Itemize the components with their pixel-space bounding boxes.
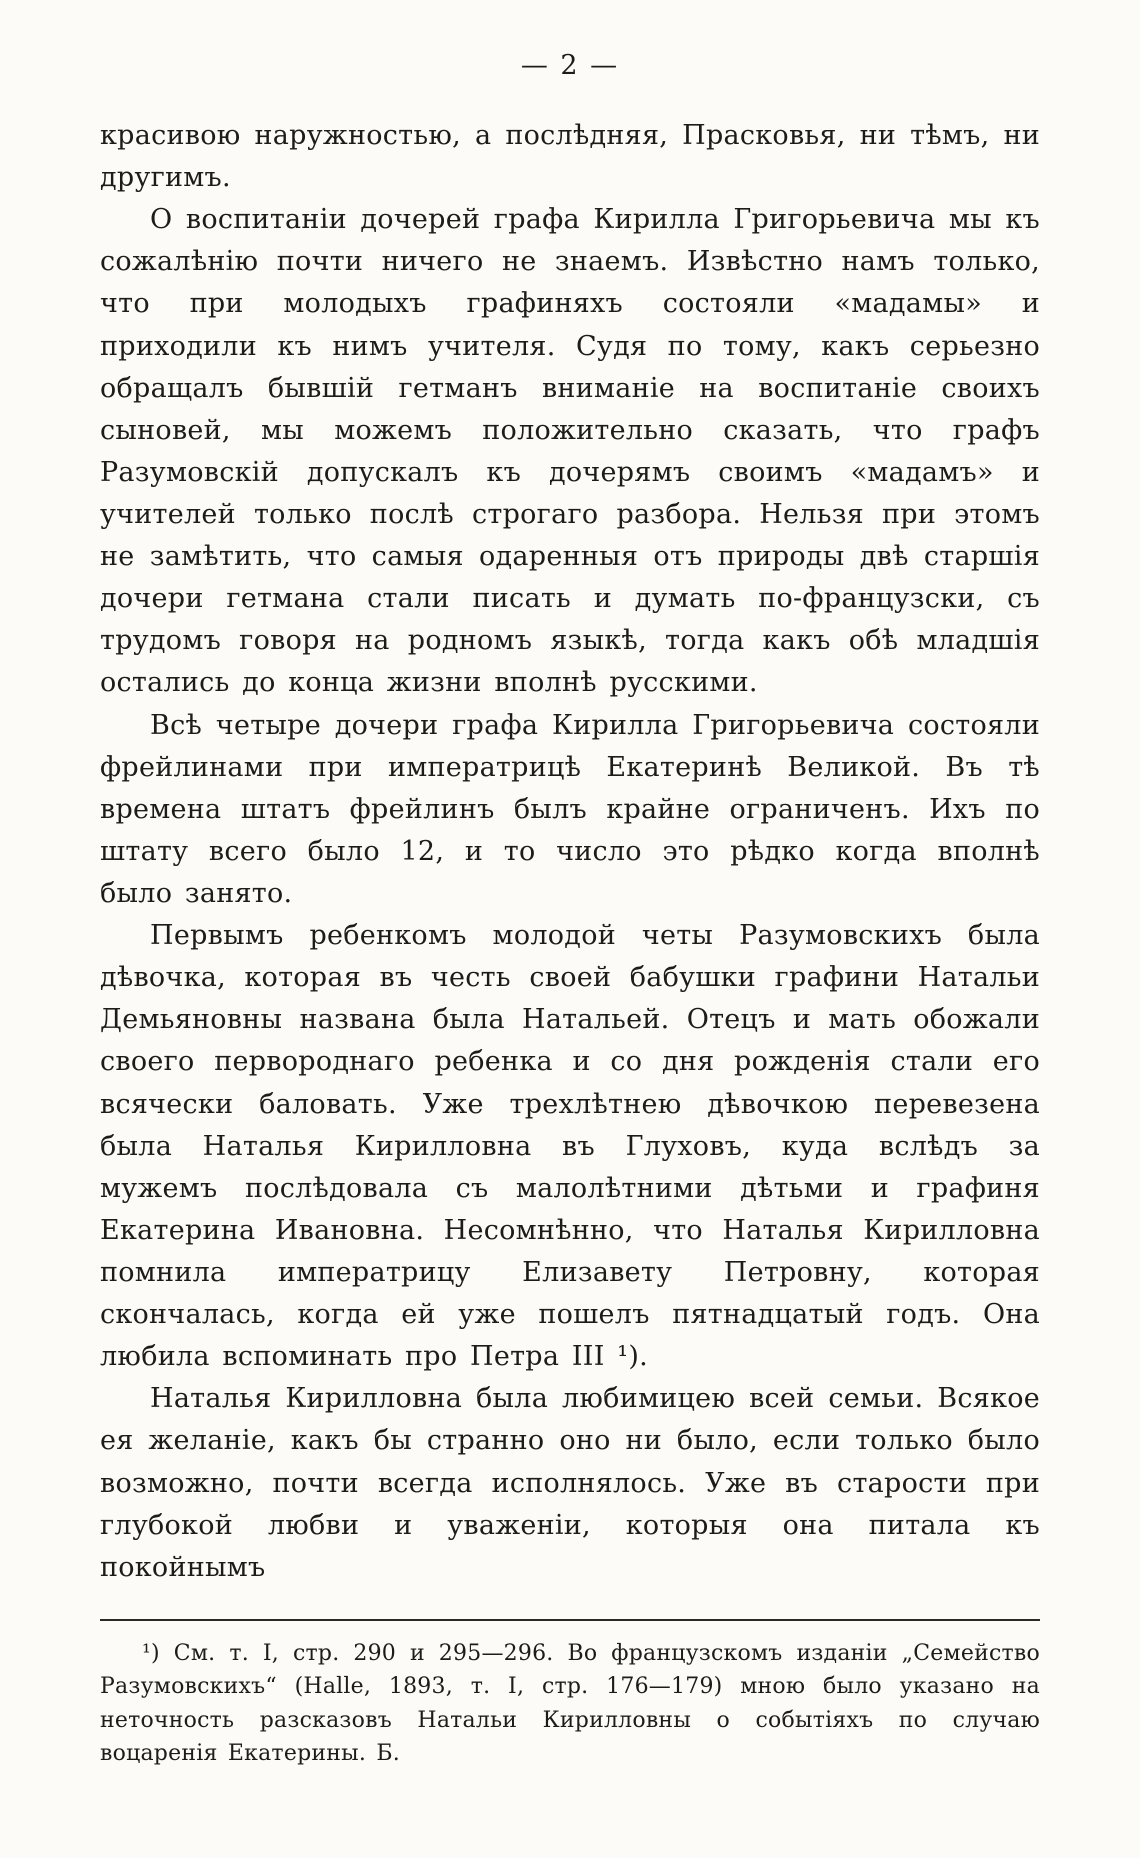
page-number: — 2 — (520, 50, 620, 81)
paragraph-continuation: красивою наружностью, а послѣдняя, Прасковья, ни тѣмъ, ни другимъ. (100, 120, 1040, 194)
paragraph: Первымъ ребенкомъ молодой четы Разумовскихъ была дѣвочка, которая въ честь своей бабушки графини Натальи Демьяновны названа была Натальей. Отецъ и мать обожали своего первороднаго ребенка и со дня рожденія стали его всячески баловать. Уже трехлѣтнею дѣвочкою перевезена была Наталья Кирилловна въ Глуховъ, куда вслѣдъ за мужемъ послѣдовала съ малолѣтними дѣтьми и графиня Екатерина Ивановна. Несомнѣнно, что Наталья Кирилловна помнила императрицу Елизавету Петровну, которая скончалась, когда ей уже пошелъ пятнадцатый годъ. Она любила вспоминать про Петра III ¹). (100, 920, 1040, 1373)
paragraph: Наталья Кирилловна была любимицею всей семьи. Всякое ея желаніе, какъ бы странно оно ни было, если только было возможно, почти всегда исполнялось. Уже въ старости при глубокой любви и уваженіи, которыя она питала къ покойнымъ (100, 1383, 1040, 1583)
paragraph: Всѣ четыре дочери графа Кирилла Григорьевича состояли фрейлинами при императрицѣ Екатеринѣ Великой. Въ тѣ времена штатъ фрейлинъ былъ крайне ограниченъ. Ихъ по штату всего было 12, и то число это рѣдко когда вполнѣ было занято. (100, 709, 1040, 909)
text-block (100, 115, 1040, 1589)
footnote-divider (100, 1619, 1040, 1621)
footnote: ¹) См. т. I, стр. 290 и 295—296. Во французскомъ изданіи „Семейство Разумовскихъ“ (Halle, 1893, т. I, стр. 176—179) мною было указано на неточность разсказовъ Натальи Кирилловны о событіяхъ по случаю воцаренія Екатерины. Б. (100, 1640, 1040, 1767)
paragraph: О воспитаніи дочерей графа Кирилла Григорьевича мы къ сожалѣнію почти ничего не знаемъ. Извѣстно намъ только, что при молодыхъ графиняхъ состояли «мадамы» и приходили къ нимъ учителя. Судя по тому, какъ серьезно обращалъ бывшій гетманъ вниманіе на воспитаніе своихъ сыновей, мы можемъ положительно сказать, что графъ Разумовскій допускалъ къ дочерямъ своимъ «мадамъ» и учителей только послѣ строгаго разбора. Нельзя при этомъ не замѣтить, что самыя одаренныя отъ природы двѣ старшія дочери гетмана стали писать и думать по-французски, съ трудомъ говоря на родномъ языкѣ, тогда какъ обѣ младшія остались до конца жизни вполнѣ русскими. (100, 204, 1040, 699)
